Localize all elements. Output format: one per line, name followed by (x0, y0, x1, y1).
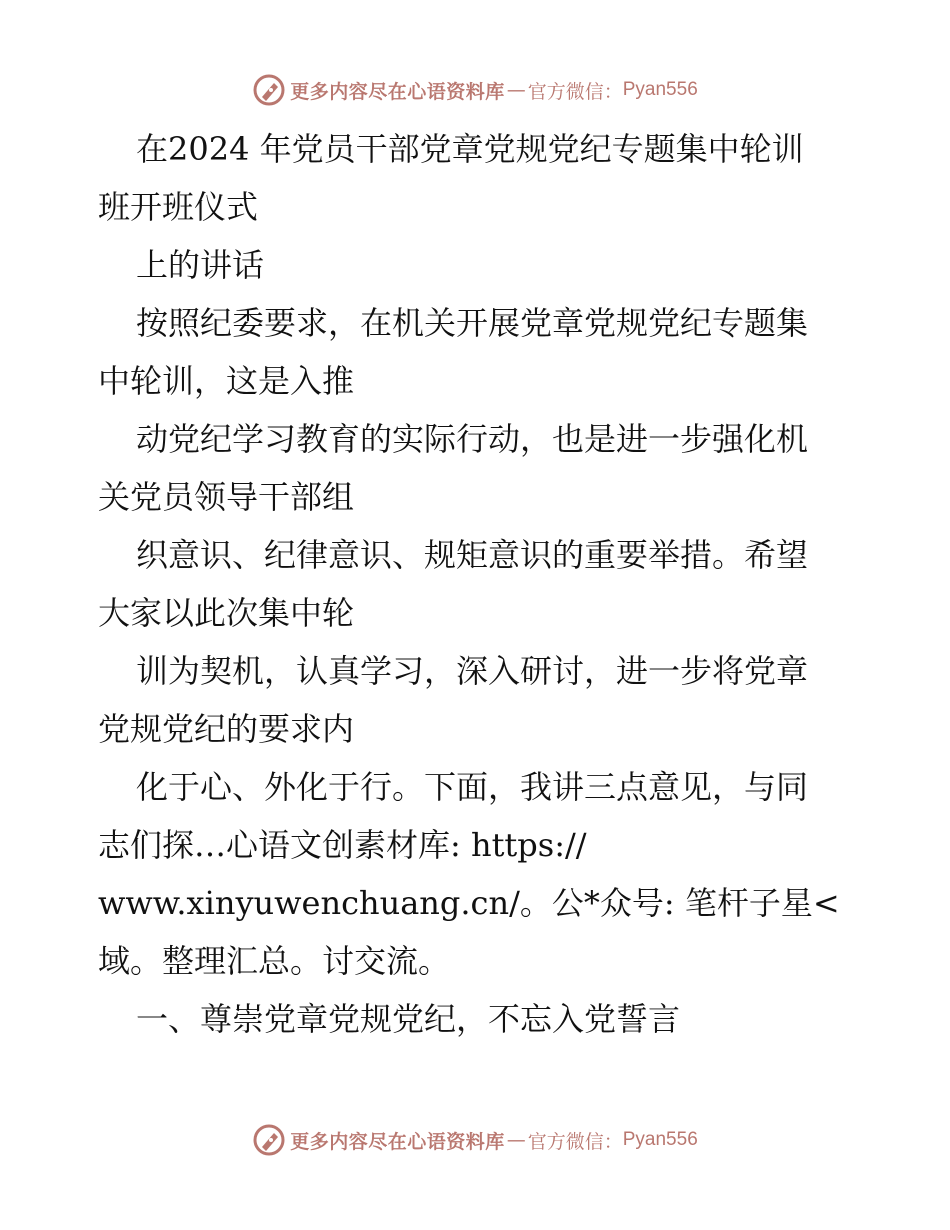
paragraph-line: www.xinyuwenchuang.cn/。公*众号: 笔杆子星< (98, 884, 840, 922)
pen-nib-logo-icon (252, 1123, 286, 1157)
paragraph-line: 中轮训，这是入推 (98, 362, 355, 400)
footer-watermark (0, 1122, 950, 1158)
section-heading: 一、尊崇党章党规党纪，不忘入党誓言 (136, 1000, 681, 1038)
watermark-wechat-id: Pyan556 (622, 1129, 698, 1150)
header-watermark (0, 72, 950, 108)
document-title-line-3: 上的讲话 (136, 246, 265, 284)
document-body (98, 120, 858, 1048)
paragraph-line: 化于心、外化于行。下面，我讲三点意见，与同 (136, 768, 809, 806)
watermark-text: 更多内容尽在心语资料库 (290, 1130, 505, 1153)
watermark-text: 更多内容尽在心语资料库 (290, 80, 505, 103)
paragraph-line: 关党员领导干部组 (98, 478, 355, 516)
paragraph-line: 动党纪学习教育的实际行动，也是进一步强化机 (136, 420, 809, 458)
pen-nib-logo-icon (252, 73, 286, 107)
watermark-wechat-label: 官方微信： (527, 80, 623, 103)
watermark-wechat-id: Pyan556 (622, 79, 698, 100)
paragraph-line: 大家以此次集中轮 (98, 594, 355, 632)
watermark-separator: — (506, 79, 526, 101)
paragraph-line: 训为契机，认真学习，深入研讨，进一步将党章 (136, 652, 809, 690)
document-title-line-2: 班开班仪式 (98, 188, 259, 226)
document-title-line-1: 在2024 年党员干部党章党规党纪专题集中轮训 (136, 130, 804, 168)
watermark-separator: — (506, 1129, 526, 1151)
paragraph-line: 志们探…心语文创素材库: https:// (98, 826, 587, 864)
paragraph-line: 按照纪委要求，在机关开展党章党规党纪专题集 (136, 304, 809, 342)
watermark-wechat-label: 官方微信： (527, 1130, 623, 1153)
paragraph-line: 域。整理汇总。讨交流。 (98, 942, 451, 980)
paragraph-line: 党规党纪的要求内 (98, 710, 355, 748)
paragraph-line: 织意识、纪律意识、规矩意识的重要举措。希望 (136, 536, 809, 574)
